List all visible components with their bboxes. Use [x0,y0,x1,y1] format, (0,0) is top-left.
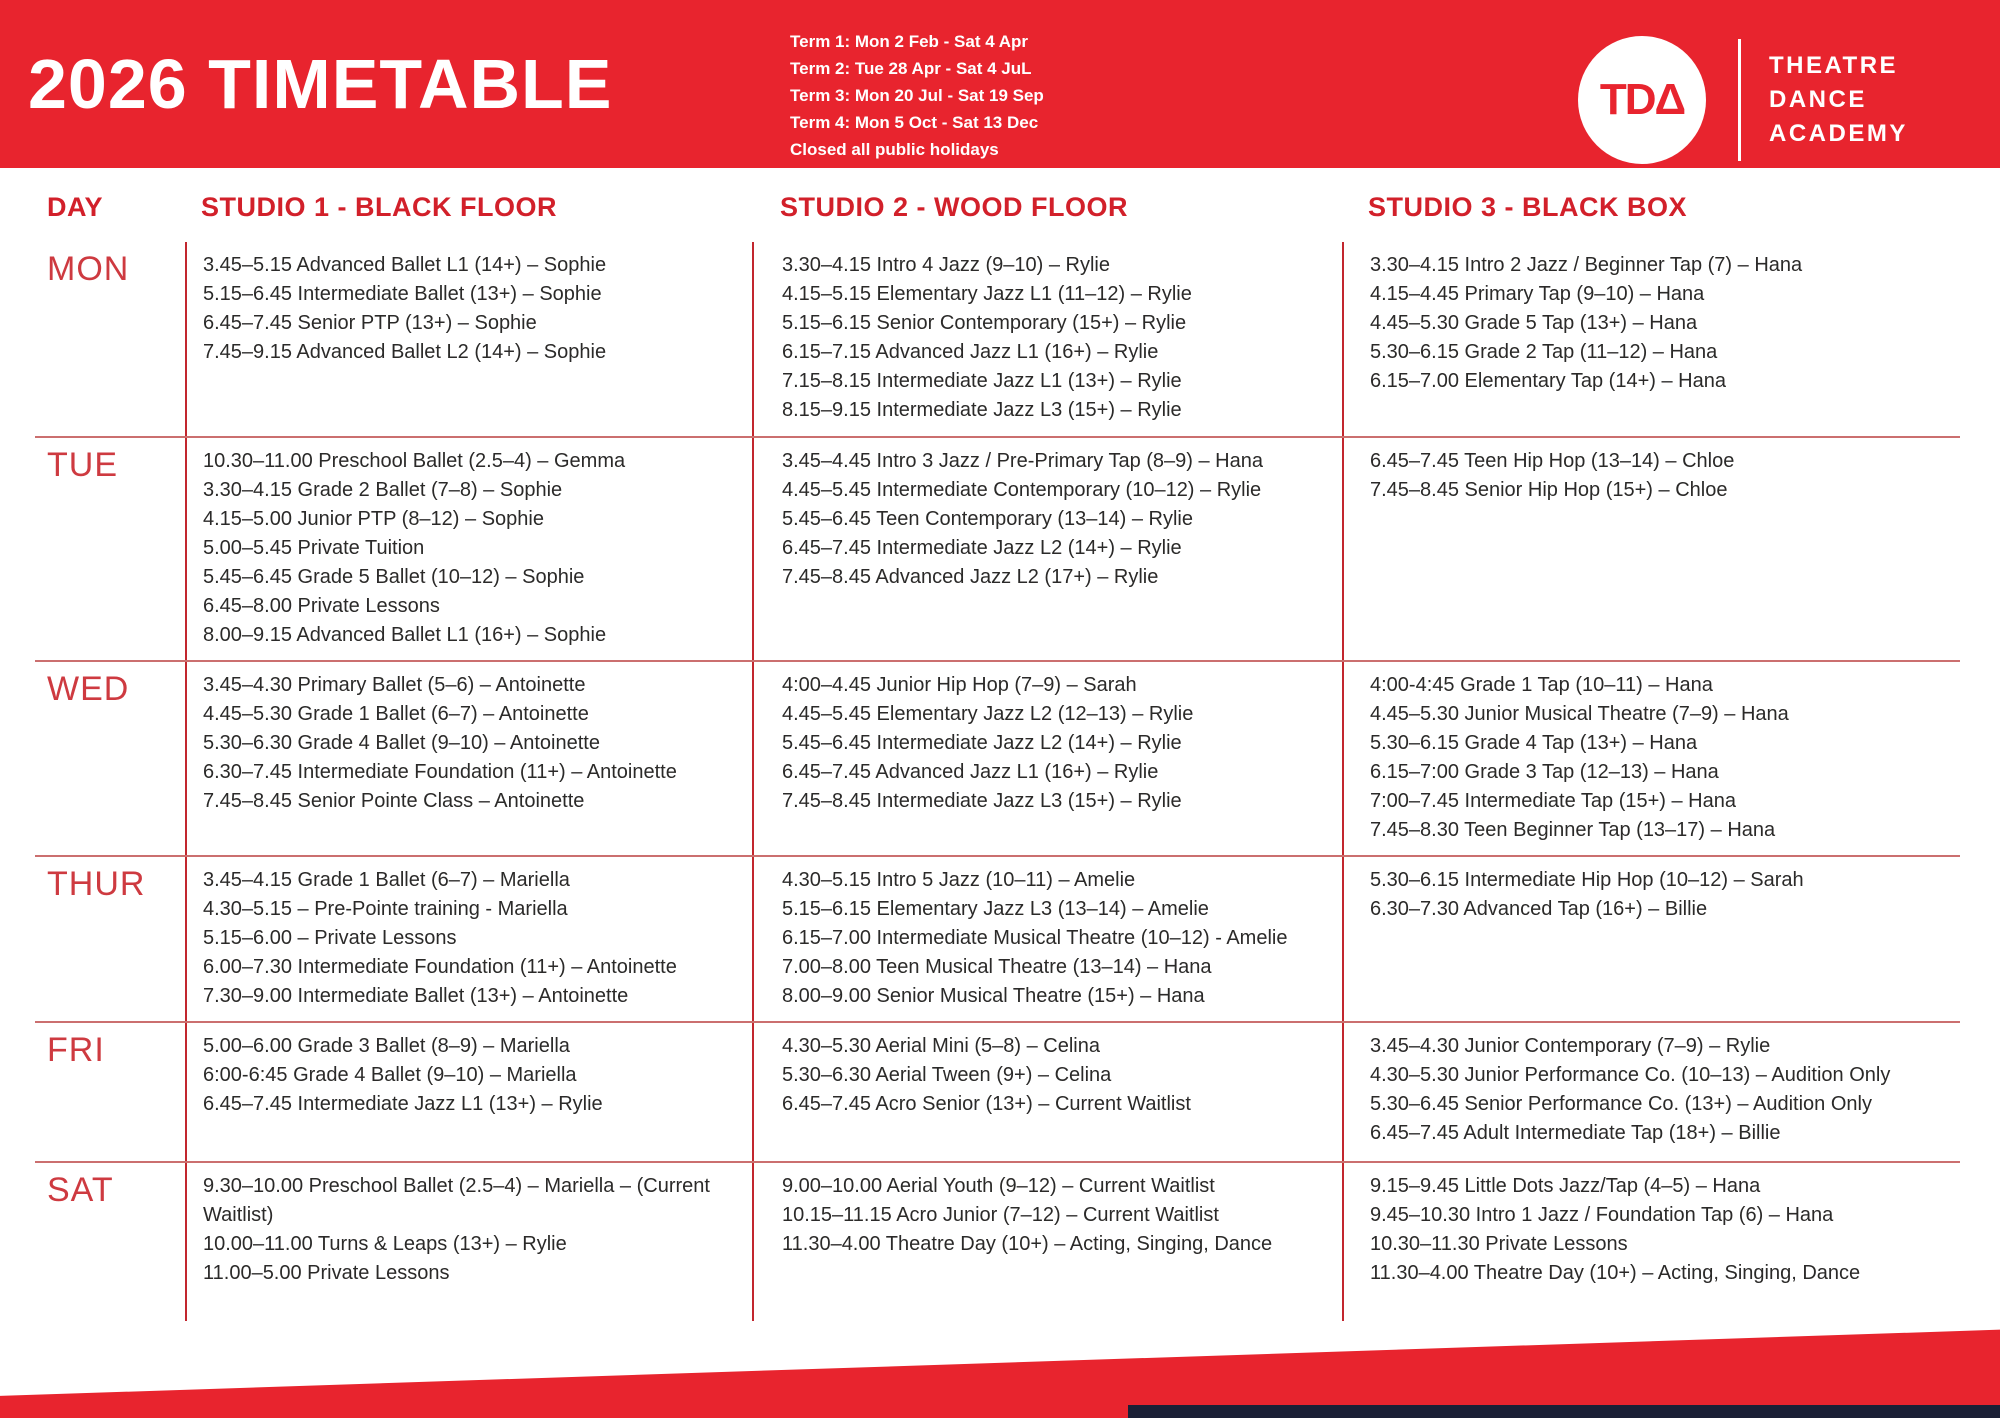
term-dates [790,28,1044,163]
class-entry: 6.45–7.45 Senior PTP (13+) – Sophie [203,312,537,334]
studio-2-cell [752,1023,1342,1161]
timetable [35,192,1960,1321]
table-row [35,438,1960,662]
studio-1-cell [185,438,752,660]
class-entry: 6.45–7.45 Intermediate Jazz L1 (13+) – Rylie [203,1093,603,1115]
studio-2-cell [752,857,1342,1021]
studio-3-cell [1342,438,1960,660]
academy-name-line: ACADEMY [1769,120,1908,147]
studio-3-cell [1342,1023,1960,1161]
class-entry: 8.00–9.00 Senior Musical Theatre (15+) – Hana [782,985,1205,1007]
day-label: WED [47,670,130,708]
navy-strip-shape [1128,1405,2000,1418]
class-entry: 11.30–4.00 Theatre Day (10+) – Acting, Singing, Dance [782,1233,1273,1255]
studio-3-cell [1342,242,1960,436]
class-entry: 4.45–5.45 Elementary Jazz L2 (12–13) – Rylie [782,703,1194,725]
class-entry: 6.15–7:00 Grade 3 Tap (12–13) – Hana [1370,761,1719,783]
class-entry: 7.00–8.00 Teen Musical Theatre (13–14) – Hana [782,956,1212,978]
table-row [35,857,1960,1023]
class-entry: 3.30–4.15 Intro 4 Jazz (9–10) – Rylie [782,254,1110,276]
academy-name-line: THEATRE [1769,52,1899,79]
class-entry: 4.15–4.45 Primary Tap (9–10) – Hana [1370,283,1705,305]
class-entry: 11.00–5.00 Private Lessons [203,1262,450,1284]
class-entry: 7.30–9.00 Intermediate Ballet (13+) – Antoinette [203,985,629,1007]
class-entry: 4.15–5.15 Elementary Jazz L1 (11–12) – Rylie [782,283,1192,305]
studio-1-cell [185,242,752,436]
class-entry: 6.30–7.30 Advanced Tap (16+) – Billie [1370,898,1708,920]
class-entry: 6.00–7.30 Intermediate Foundation (11+) – Antoinette [203,956,677,978]
class-entry: 6.45–7.45 Acro Senior (13+) – Current Waitlist [782,1093,1191,1115]
class-entry: 5.45–6.45 Intermediate Jazz L2 (14+) – Rylie [782,732,1182,754]
day-label: SAT [47,1171,114,1209]
class-entry: 5.30–6.15 Intermediate Hip Hop (10–12) – Sarah [1370,869,1804,891]
class-entry: 9.30–10.00 Preschool Ballet (2.5–4) – Mariella – (Current Waitlist) [203,1175,710,1226]
timetable-rows [35,242,1960,1321]
class-entry: 7.45–8.45 Intermediate Jazz L3 (15+) – Rylie [782,790,1182,812]
column-header-studio3: STUDIO 3 - BLACK BOX [1368,192,1688,222]
class-entry: 7.45–9.15 Advanced Ballet L2 (14+) – Sophie [203,341,607,363]
studio-2-cell [752,242,1342,436]
class-entry: 4.45–5.45 Intermediate Contemporary (10–12) – Rylie [782,479,1262,501]
class-entry: 7.45–8.45 Advanced Jazz L2 (17+) – Rylie [782,566,1159,588]
class-entry: 5.30–6.15 Grade 2 Tap (11–12) – Hana [1370,341,1718,363]
studio-1-cell [185,857,752,1021]
class-entry: 4.45–5.30 Grade 1 Ballet (6–7) – Antoinette [203,703,589,725]
studio-2-cell [752,1163,1342,1321]
table-row [35,1023,1960,1163]
column-header-studio2: STUDIO 2 - WOOD FLOOR [780,192,1128,222]
class-entry: 4.30–5.15 Intro 5 Jazz (10–11) – Amelie [782,869,1136,891]
day-label: MON [47,250,130,288]
class-entry: 5.45–6.45 Grade 5 Ballet (10–12) – Sophie [203,566,585,588]
class-entry: 4.45–5.30 Junior Musical Theatre (7–9) – Hana [1370,703,1789,725]
table-row [35,242,1960,438]
term-date-line: Term 3: Mon 20 Jul - Sat 19 Sep [790,86,1044,105]
column-header-studio1: STUDIO 1 - BLACK FLOOR [201,192,557,222]
class-entry: 7:00–7.45 Intermediate Tap (15+) – Hana [1370,790,1736,812]
class-entry: 4.15–5.00 Junior PTP (8–12) – Sophie [203,508,544,530]
class-entry: 6.45–7.45 Advanced Jazz L1 (16+) – Rylie [782,761,1159,783]
column-header-day: DAY [47,192,104,222]
class-entry: 5.15–6.15 Senior Contemporary (15+) – Rylie [782,312,1187,334]
class-entry: 6.15–7.00 Elementary Tap (14+) – Hana [1370,370,1726,392]
studio-3-cell [1342,662,1960,855]
logo-divider [1738,39,1741,161]
class-entry: 5.00–6.00 Grade 3 Ballet (8–9) – Mariella [203,1035,570,1057]
class-entry: 10.00–11.00 Turns & Leaps (13+) – Rylie [203,1233,567,1255]
class-entry: 7.45–8.30 Teen Beginner Tap (13–17) – Hana [1370,819,1776,841]
term-date-line: Term 2: Tue 28 Apr - Sat 4 JuL [790,59,1032,78]
class-entry: 3.45–5.15 Advanced Ballet L1 (14+) – Sophie [203,254,607,276]
class-entry: 10.15–11.15 Acro Junior (7–12) – Current Waitlist [782,1204,1219,1226]
tda-logo [1578,36,1908,164]
studio-1-cell [185,662,752,855]
class-entry: 6.15–7.15 Advanced Jazz L1 (16+) – Rylie [782,341,1159,363]
class-entry: 5.00–5.45 Private Tuition [203,537,425,559]
column-headers [35,192,1960,242]
class-entry: 5.15–6.15 Elementary Jazz L3 (13–14) – Amelie [782,898,1209,920]
class-entry: 10.30–11.30 Private Lessons [1370,1233,1628,1255]
class-entry: 5.15–6.45 Intermediate Ballet (13+) – Sophie [203,283,602,305]
class-entry: 6.30–7.45 Intermediate Foundation (11+) – Antoinette [203,761,677,783]
class-entry: 10.30–11.00 Preschool Ballet (2.5–4) – Gemma [203,450,626,472]
class-entry: 5.45–6.45 Teen Contemporary (13–14) – Rylie [782,508,1193,530]
class-entry: 6.45–8.00 Private Lessons [203,595,440,617]
class-entry: 5.30–6.15 Grade 4 Tap (13+) – Hana [1370,732,1698,754]
class-entry: 3.45–4.15 Grade 1 Ballet (6–7) – Mariella [203,869,570,891]
studio-3-cell [1342,857,1960,1021]
class-entry: 7.45–8.45 Senior Pointe Class – Antoinette [203,790,585,812]
class-entry: 6.45–7.45 Adult Intermediate Tap (18+) – Billie [1370,1122,1781,1144]
class-entry: 3.45–4.30 Primary Ballet (5–6) – Antoinette [203,674,586,696]
class-entry: 6.45–7.45 Intermediate Jazz L2 (14+) – Rylie [782,537,1182,559]
table-row [35,1163,1960,1321]
class-entry: 9.00–10.00 Aerial Youth (9–12) – Current Waitlist [782,1175,1215,1197]
class-entry: 3.30–4.15 Intro 2 Jazz / Beginner Tap (7) – Hana [1370,254,1803,276]
studio-1-cell [185,1163,752,1321]
class-entry: 7.45–8.45 Senior Hip Hop (15+) – Chloe [1370,479,1728,501]
class-entry: 4.30–5.30 Junior Performance Co. (10–13) – Audition Only [1370,1064,1891,1086]
studio-2-cell [752,662,1342,855]
class-entry: 8.00–9.15 Advanced Ballet L1 (16+) – Sophie [203,624,607,646]
academy-name-line: DANCE [1769,86,1867,113]
studio-2-cell [752,438,1342,660]
studio-3-cell [1342,1163,1960,1321]
header-banner [0,0,2000,168]
term-date-line: Closed all public holidays [790,140,999,159]
class-entry: 6.15–7.00 Intermediate Musical Theatre (10–12) - Amelie [782,927,1288,949]
table-row [35,662,1960,857]
class-entry: 6:00-6:45 Grade 4 Ballet (9–10) – Mariella [203,1064,577,1086]
class-entry: 11.30–4.00 Theatre Day (10+) – Acting, Singing, Dance [1370,1262,1861,1284]
academy-name [1769,49,1908,151]
class-entry: 4.30–5.15 – Pre-Pointe training - Mariella [203,898,568,920]
class-entry: 5.15–6.00 – Private Lessons [203,927,457,949]
class-entry: 3.45–4.45 Intro 3 Jazz / Pre-Primary Tap (8–9) – Hana [782,450,1263,472]
studio-1-cell [185,1023,752,1161]
class-entry: 3.45–4.30 Junior Contemporary (7–9) – Rylie [1370,1035,1771,1057]
class-entry: 5.30–6.45 Senior Performance Co. (13+) – Audition Only [1370,1093,1872,1115]
footer-decoration [0,1326,2000,1418]
class-entry: 4:00–4.45 Junior Hip Hop (7–9) – Sarah [782,674,1137,696]
day-label: THUR [47,865,146,903]
class-entry: 3.30–4.15 Grade 2 Ballet (7–8) – Sophie [203,479,563,501]
day-label: TUE [47,446,118,484]
class-entry: 5.30–6.30 Aerial Tween (9+) – Celina [782,1064,1112,1086]
page-title: 2026 TIMETABLE [28,45,613,123]
term-date-line: Term 1: Mon 2 Feb - Sat 4 Apr [790,32,1029,51]
tda-logo-icon: TDΔ [1578,36,1706,164]
term-date-line: Term 4: Mon 5 Oct - Sat 13 Dec [790,113,1039,132]
class-entry: 5.30–6.30 Grade 4 Ballet (9–10) – Antoinette [203,732,600,754]
day-label: FRI [47,1031,105,1069]
class-entry: 4.30–5.30 Aerial Mini (5–8) – Celina [782,1035,1100,1057]
class-entry: 4.45–5.30 Grade 5 Tap (13+) – Hana [1370,312,1698,334]
class-entry: 9.15–9.45 Little Dots Jazz/Tap (4–5) – Hana [1370,1175,1761,1197]
class-entry: 4:00-4:45 Grade 1 Tap (10–11) – Hana [1370,674,1713,696]
class-entry: 8.15–9.15 Intermediate Jazz L3 (15+) – Rylie [782,399,1182,421]
class-entry: 6.45–7.45 Teen Hip Hop (13–14) – Chloe [1370,450,1735,472]
class-entry: 7.15–8.15 Intermediate Jazz L1 (13+) – Rylie [782,370,1182,392]
class-entry: 9.45–10.30 Intro 1 Jazz / Foundation Tap (6) – Hana [1370,1204,1834,1226]
